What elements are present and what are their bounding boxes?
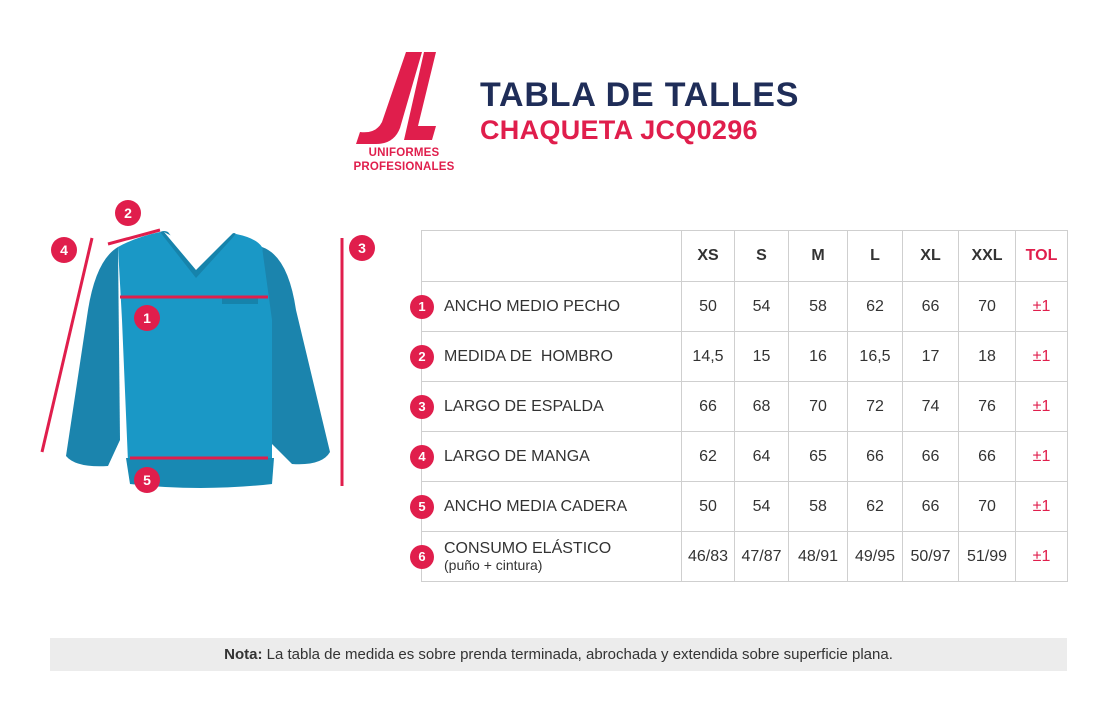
cell-value: 14,5 bbox=[682, 332, 735, 382]
header-size-xxl: XXL bbox=[959, 231, 1016, 282]
size-table bbox=[418, 230, 1068, 582]
row-label-cell bbox=[418, 482, 682, 532]
row-label: ANCHO MEDIA CADERA bbox=[444, 497, 628, 515]
cell-value: 51/99 bbox=[959, 532, 1016, 582]
table-row bbox=[422, 332, 1068, 382]
cell-value: 70 bbox=[959, 482, 1016, 532]
row-label: MEDIDA DE HOMBRO bbox=[444, 347, 613, 365]
cell-value: 49/95 bbox=[848, 532, 903, 582]
table-header-row bbox=[422, 231, 1068, 282]
row-number-badge: 1 bbox=[410, 295, 434, 319]
cell-value: 62 bbox=[682, 432, 735, 482]
row-label: LARGO DE MANGA bbox=[444, 447, 590, 465]
cell-value: 68 bbox=[735, 382, 789, 432]
row-number-badge: 4 bbox=[410, 445, 434, 469]
cell-tolerance: ±1 bbox=[1016, 432, 1068, 482]
row-label: ANCHO MEDIO PECHO bbox=[444, 297, 621, 315]
cell-value: 58 bbox=[789, 482, 848, 532]
note-banner bbox=[50, 638, 1067, 671]
row-label-cell bbox=[418, 432, 682, 482]
cell-value: 66 bbox=[903, 482, 959, 532]
cell-tolerance: ±1 bbox=[1016, 532, 1068, 582]
cell-value: 72 bbox=[848, 382, 903, 432]
cell-value: 66 bbox=[682, 382, 735, 432]
cell-value: 65 bbox=[789, 432, 848, 482]
header-size-s: S bbox=[735, 231, 789, 282]
cell-value: 62 bbox=[848, 482, 903, 532]
marker-shoulder: 2 bbox=[115, 200, 141, 226]
page-subtitle: CHAQUETA JCQ0296 bbox=[480, 115, 758, 145]
header-empty bbox=[422, 231, 682, 282]
table-row bbox=[422, 532, 1068, 582]
note-label: Nota: bbox=[224, 646, 263, 663]
row-label-cell bbox=[418, 382, 682, 432]
row-number-badge: 6 bbox=[410, 545, 434, 569]
cell-value: 66 bbox=[903, 432, 959, 482]
row-number-badge: 5 bbox=[410, 495, 434, 519]
table-row bbox=[422, 282, 1068, 332]
cell-value: 15 bbox=[735, 332, 789, 382]
cell-value: 46/83 bbox=[682, 532, 735, 582]
header-size-xl: XL bbox=[903, 231, 959, 282]
row-label-cell bbox=[418, 282, 682, 332]
table-row bbox=[422, 382, 1068, 432]
cell-value: 50 bbox=[682, 282, 735, 332]
cell-value: 66 bbox=[959, 432, 1016, 482]
note-text: La tabla de medida es sobre prenda terminada, abrochada y extendida sobre superficie plana. bbox=[262, 646, 893, 663]
cell-value: 74 bbox=[903, 382, 959, 432]
jl-logo-mark bbox=[348, 48, 460, 148]
marker-sleeve: 4 bbox=[51, 237, 77, 263]
header-size-xs: XS bbox=[682, 231, 735, 282]
marker-chest: 1 bbox=[134, 305, 160, 331]
row-number-badge: 2 bbox=[410, 345, 434, 369]
cell-value: 58 bbox=[789, 282, 848, 332]
cell-tolerance: ±1 bbox=[1016, 382, 1068, 432]
cell-value: 16,5 bbox=[848, 332, 903, 382]
table-row bbox=[422, 432, 1068, 482]
cell-value: 48/91 bbox=[789, 532, 848, 582]
row-sublabel: (puño + cintura) bbox=[444, 556, 543, 573]
cell-value: 62 bbox=[848, 282, 903, 332]
left-sleeve bbox=[66, 247, 120, 466]
cell-tolerance: ±1 bbox=[1016, 482, 1068, 532]
cell-value: 16 bbox=[789, 332, 848, 382]
cell-value: 66 bbox=[848, 432, 903, 482]
marker-hip: 5 bbox=[134, 467, 160, 493]
cell-value: 47/87 bbox=[735, 532, 789, 582]
cell-value: 70 bbox=[959, 282, 1016, 332]
marker-back-length: 3 bbox=[349, 235, 375, 261]
cell-value: 50 bbox=[682, 482, 735, 532]
row-label: LARGO DE ESPALDA bbox=[444, 397, 604, 415]
cell-value: 17 bbox=[903, 332, 959, 382]
row-label-cell bbox=[418, 332, 682, 382]
chest-pocket bbox=[222, 298, 258, 304]
logo-text-line2: PROFESIONALES bbox=[353, 161, 455, 173]
header-size-l: L bbox=[848, 231, 903, 282]
cell-value: 54 bbox=[735, 482, 789, 532]
header-tolerance: TOL bbox=[1016, 231, 1068, 282]
row-number-badge: 3 bbox=[410, 395, 434, 419]
logo-text-line1: UNIFORMES bbox=[368, 147, 440, 159]
cell-value: 76 bbox=[959, 382, 1016, 432]
row-label: CONSUMO ELÁSTICO bbox=[444, 539, 612, 557]
brand-logo bbox=[348, 48, 460, 178]
cell-value: 66 bbox=[903, 282, 959, 332]
cell-value: 54 bbox=[735, 282, 789, 332]
cell-tolerance: ±1 bbox=[1016, 332, 1068, 382]
cell-tolerance: ±1 bbox=[1016, 282, 1068, 332]
cell-value: 70 bbox=[789, 382, 848, 432]
page-title: TABLA DE TALLES bbox=[480, 76, 800, 114]
right-sleeve bbox=[262, 247, 330, 464]
header-size-m: M bbox=[789, 231, 848, 282]
table-row bbox=[422, 482, 1068, 532]
cell-value: 64 bbox=[735, 432, 789, 482]
row-label-cell bbox=[418, 532, 682, 582]
cell-value: 18 bbox=[959, 332, 1016, 382]
cell-value: 50/97 bbox=[903, 532, 959, 582]
